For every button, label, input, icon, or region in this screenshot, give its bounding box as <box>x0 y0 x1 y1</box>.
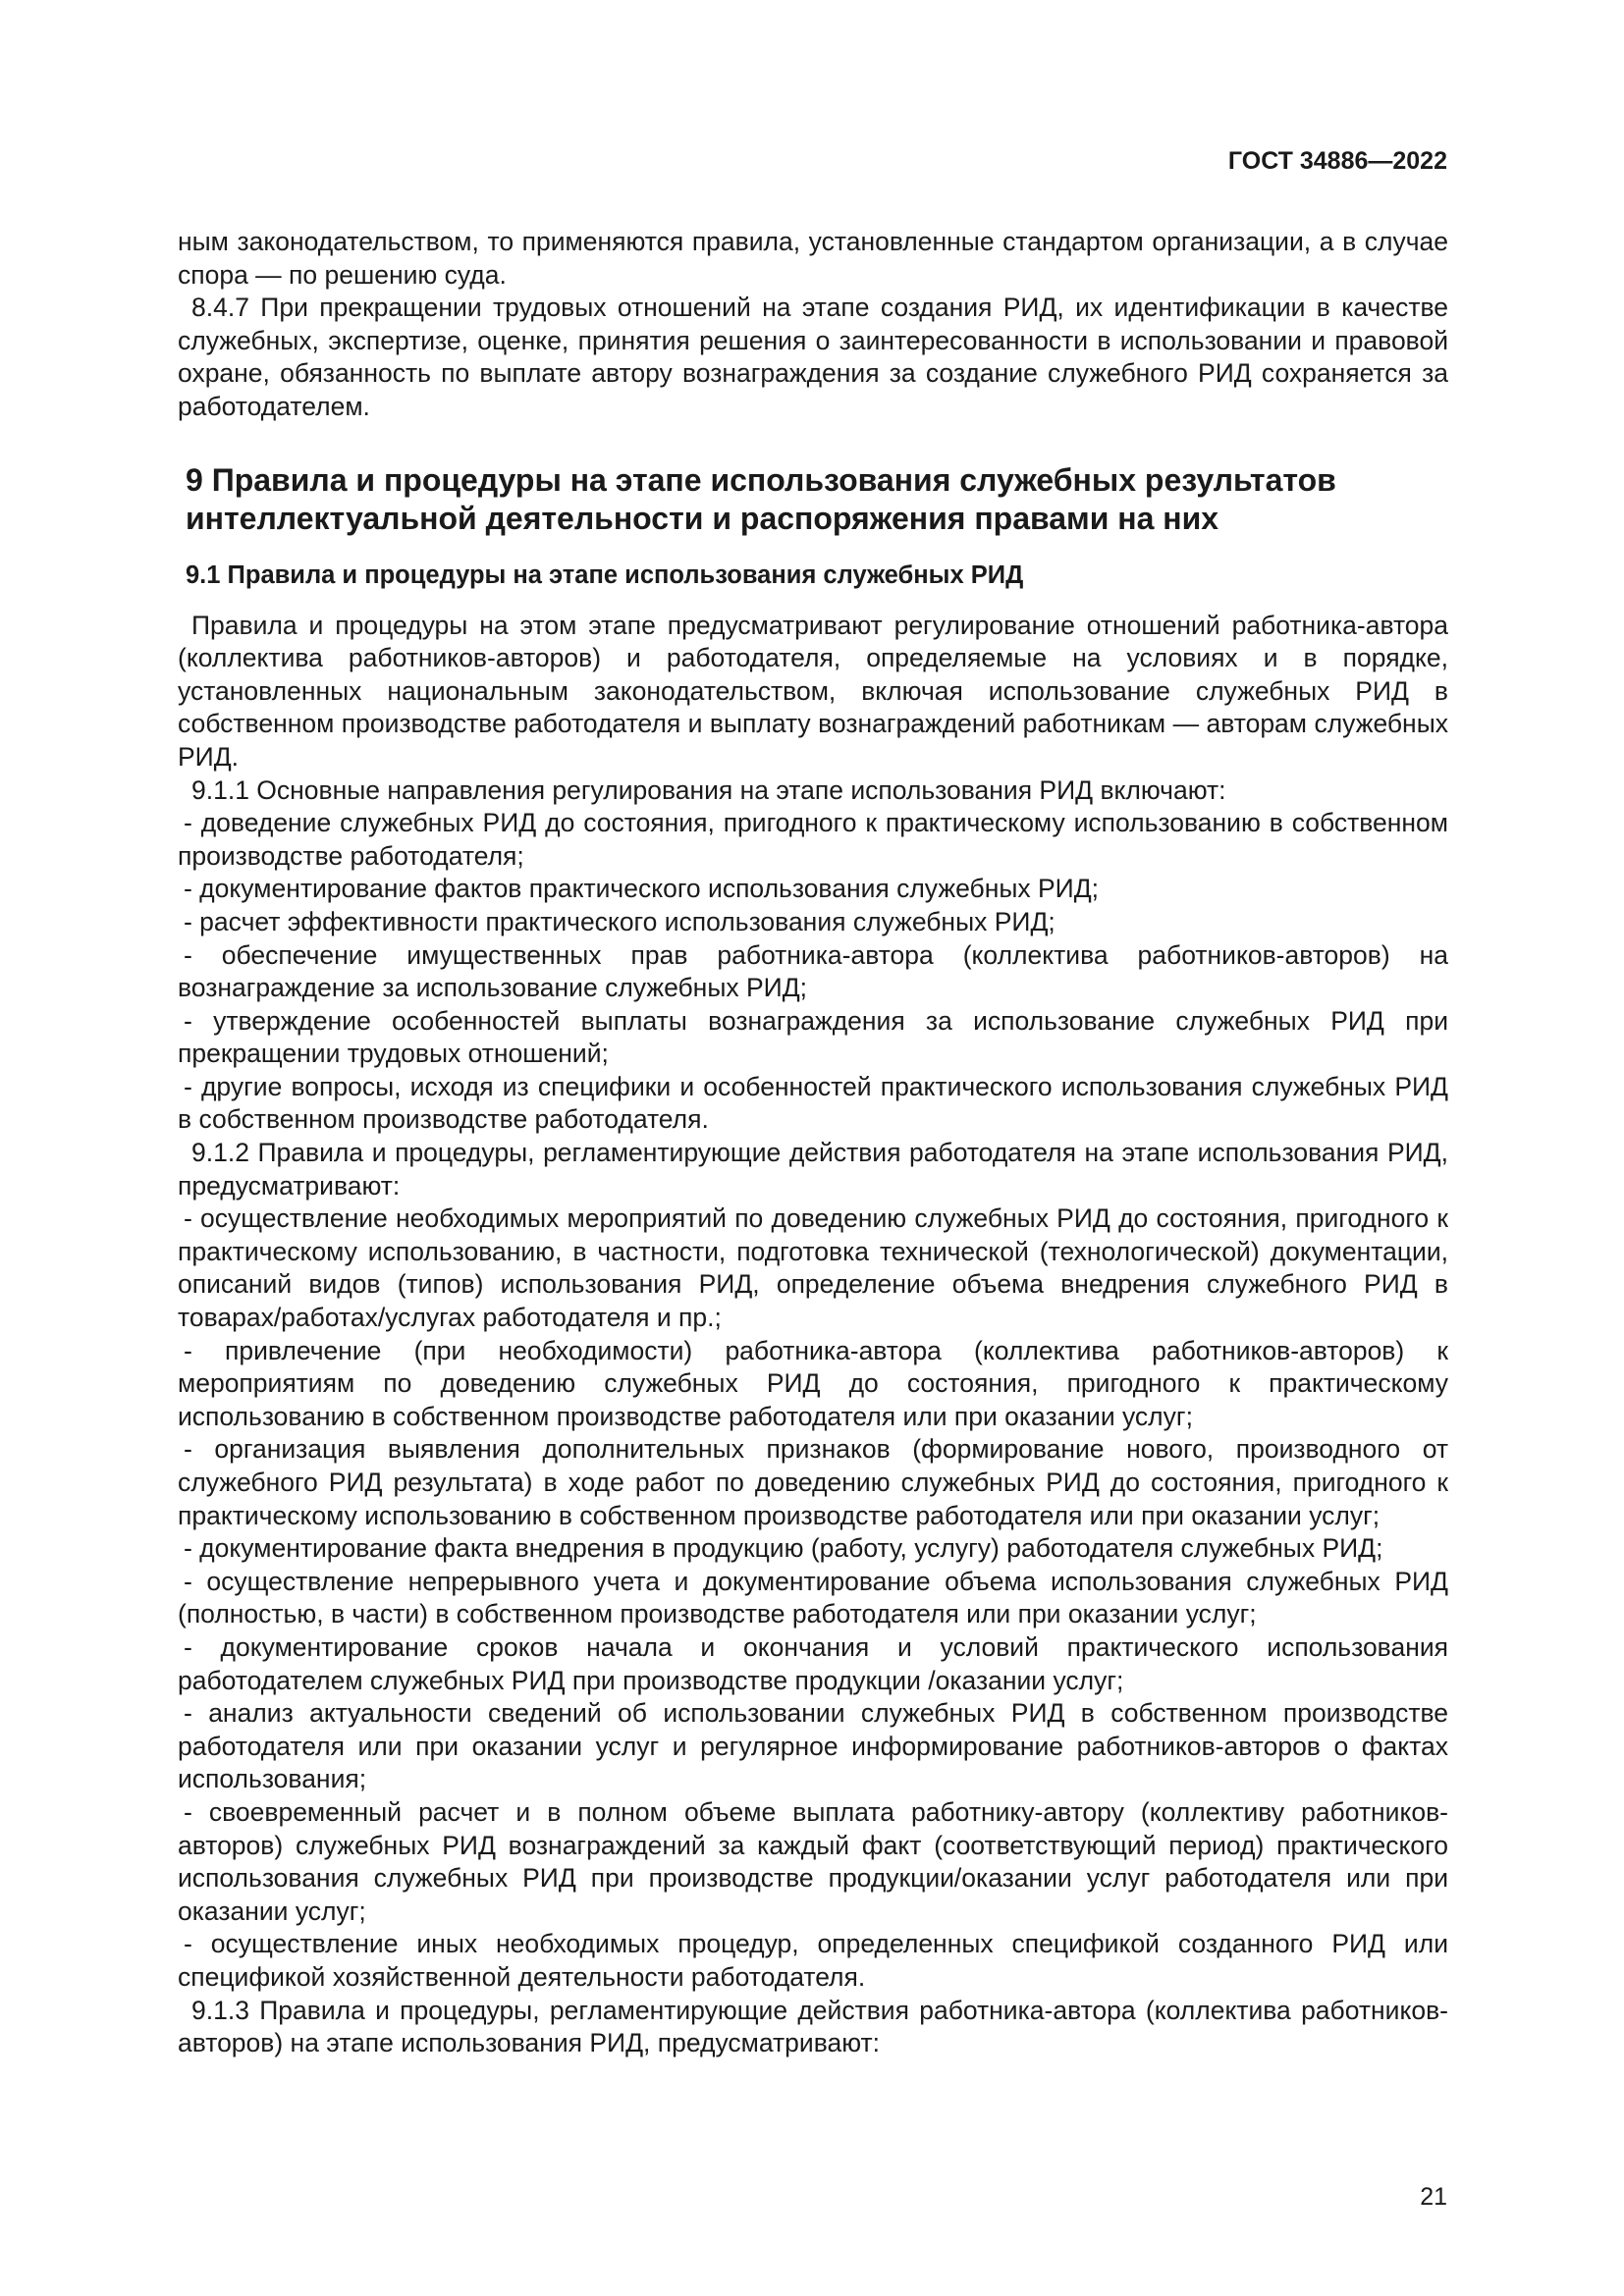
list-item: - документирование фактов практического использования служебных РИД; <box>184 874 1100 904</box>
list-item: - организация выявления дополнительных признаков (формирование нового, производного от служебного РИД результата) в ходе работ по доведению служебных РИД до состояния, пригодного к практическому использованию в собственном производстве работодателя или при оказании услуг; <box>178 1434 1448 1530</box>
list-item: - осуществление необходимых мероприятий по доведению служебных РИД до состояния, пригодного к практическому использованию, в частности, подготовка технической (технологической) документации, описаний видов (типов) использования РИД, определение объема внедрения служебного РИД в товарах/работах/услугах работодателя и пр.; <box>178 1203 1448 1333</box>
clause-9-1-3: 9.1.3 Правила и процедуры, регламентирующие действия работника-автора (коллектива работников-авторов) на этапе использования РИД, предусматривают: <box>178 1995 1448 2058</box>
list-item: - утверждение особенностей выплаты вознаграждения за использование служебных РИД при прекращении трудовых отношений; <box>178 1005 1448 1069</box>
list-item: - осуществление непрерывного учета и документирование объема использования служебных РИД (полностью, в части) в собственном производстве работодателя или при оказании услуг; <box>178 1566 1448 1629</box>
list-item: - анализ актуальности сведений об использовании служебных РИД в собственном производстве работодателя или при оказании услуг и регулярное информирование работников-авторов о фактах использования; <box>178 1698 1448 1794</box>
list-item: - документирование сроков начала и окончания и условий практического использования работодателем служебных РИД при производстве продукции /оказании услуг; <box>178 1631 1448 1695</box>
list-item: - другие вопросы, исходя из специфики и особенностей практического использования служебных РИД в собственном производстве работодателя. <box>178 1071 1448 1135</box>
list-item: - расчет эффективности практического использования служебных РИД; <box>184 906 1056 936</box>
list-item: - своевременный расчет и в полном объеме выплата работнику-автору (коллективу работников-авторов) служебных РИД вознаграждений за каждый факт (соответствующий период) практического использования служебных РИД при производстве продукции/оказании услуг работодателя или при оказании услуг; <box>178 1796 1448 1926</box>
clause-8-4-7: 8.4.7 При прекращении трудовых отношений на этапе создания РИД, их идентификации в качестве служебных, экспертизе, оценке, принятия решения о заинтересованности в использовании и правовой охране, обязанность по выплате автору вознаграждения за создание служебного РИД сохраняется за работодателем. <box>178 293 1448 421</box>
page-body <box>178 226 1448 2060</box>
section-9-title: 9 Правила и процедуры на этапе использования служебных результатов интеллектуальной деятельности и распоряжения правами на них <box>186 461 1336 536</box>
continued-paragraph: ным законодательством, то применяются правила, установленные стандартом организации, а в случае спора — по решению суда. <box>178 227 1448 290</box>
list-item: - доведение служебных РИД до состояния, пригодного к практическому использованию в собственном производстве работодателя; <box>178 808 1448 871</box>
section-9-1-lead: Правила и процедуры на этом этапе предусматривают регулирование отношений работника-автора (коллектива работников-авторов) и работодателя, определяемые на условиях и в порядке, установленных национальным законодательством, включая использование служебных РИД в собственном производстве работодателя и выплату вознаграждений работникам — авторам служебных РИД. <box>178 610 1448 772</box>
list-item: - привлечение (при необходимости) работника-автора (коллектива работников-авторов) к мероприятиям по доведению служебных РИД до состояния, пригодного к практическому использованию в собственном производстве работодателя или при оказании услуг; <box>178 1335 1448 1431</box>
page-number: 21 <box>1420 2183 1447 2211</box>
list-item: - осуществление иных необходимых процедур, определенных спецификой созданного РИД или спецификой хозяйственной деятельности работодателя. <box>178 1929 1448 1992</box>
list-item: - документирование факта внедрения в продукцию (работу, услугу) работодателя служебных РИД; <box>184 1533 1383 1564</box>
clause-9-1-2: 9.1.2 Правила и процедуры, регламентирующие действия работодателя на этапе использования РИД, предусматривают: <box>178 1138 1448 1201</box>
subsection-9-1-title: 9.1 Правила и процедуры на этапе использования служебных РИД <box>186 561 1024 589</box>
list-item: - обеспечение имущественных прав работника-автора (коллектива работников-авторов) на вознаграждение за использование служебных РИД; <box>178 939 1448 1003</box>
clause-9-1-1: 9.1.1 Основные направления регулирования на этапе использования РИД включают: <box>191 774 1226 805</box>
document-code: ГОСТ 34886—2022 <box>1227 147 1447 175</box>
